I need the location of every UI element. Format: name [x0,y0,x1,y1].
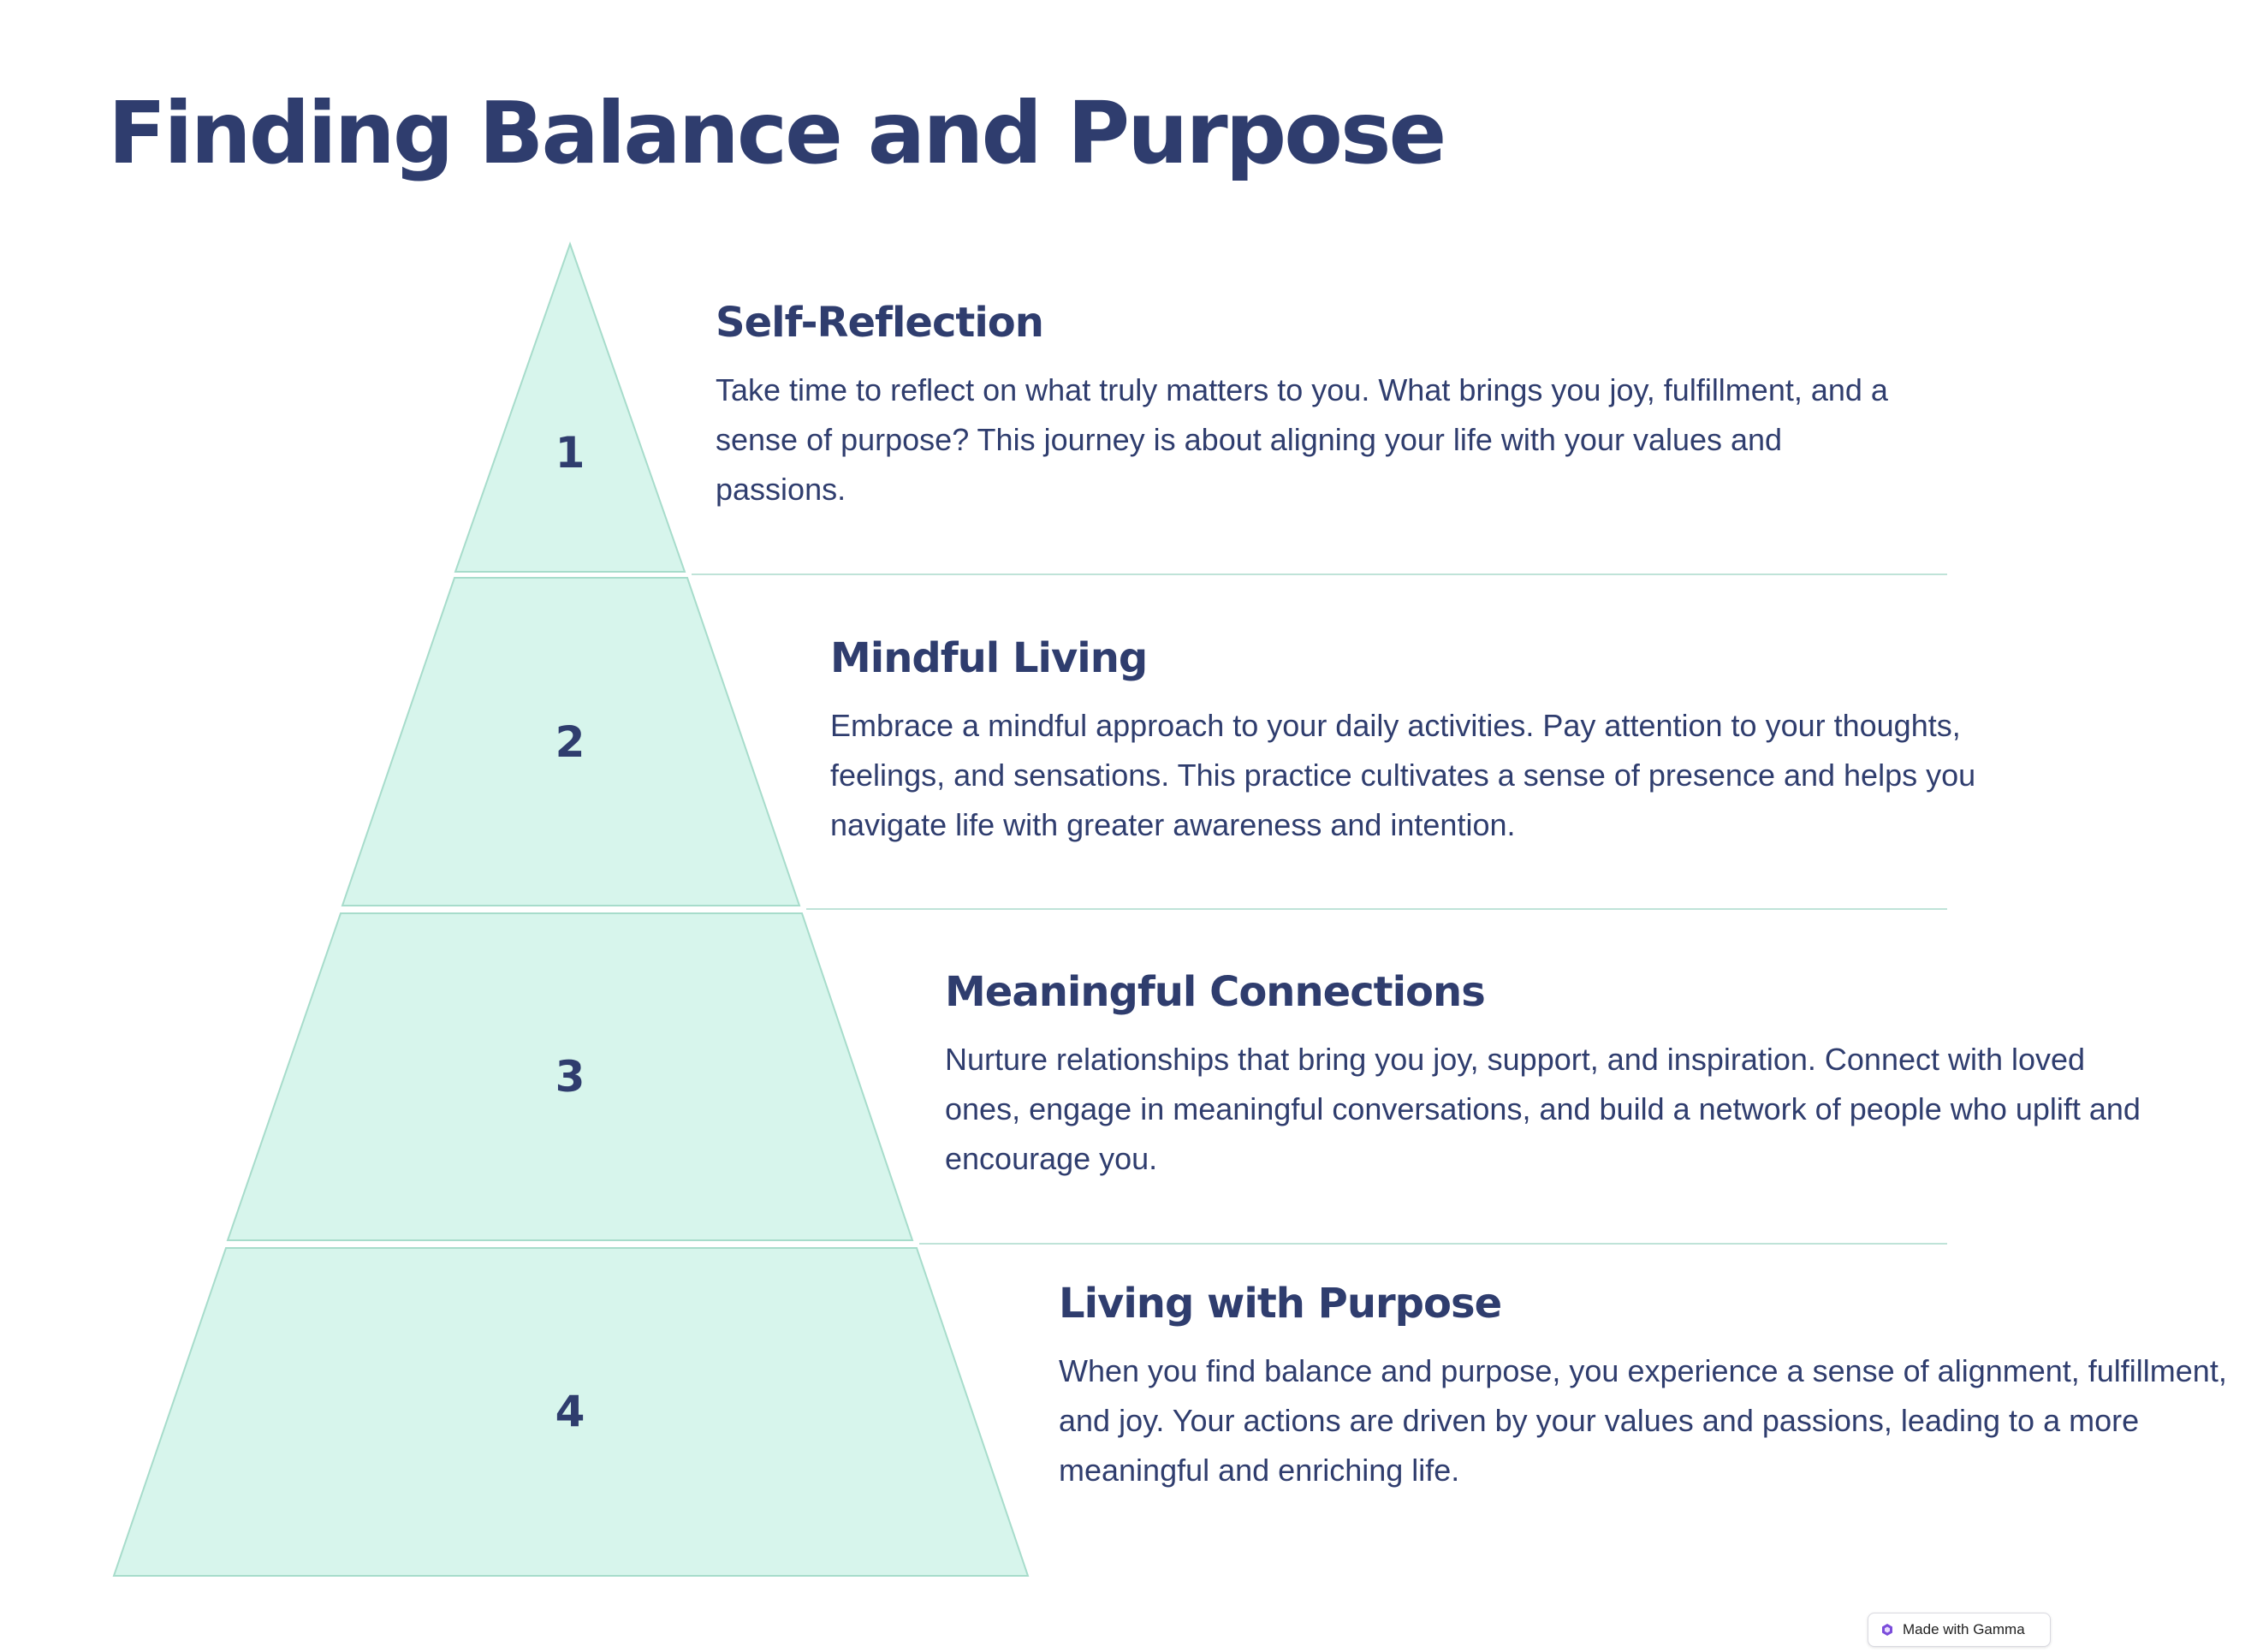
tier-3-content [945,966,2143,1184]
gamma-logo-icon [1880,1623,1894,1637]
tier-3-heading: Meaningful Connections [945,968,1485,1016]
tier-1-heading: Self-Reflection [716,299,1043,347]
badge-label: Made with Gamma [1903,1621,2025,1637]
tier-4-heading: Living with Purpose [1059,1280,1502,1328]
tier-number-1: 1 [555,428,585,478]
tier-number-2: 2 [555,717,585,767]
tier-4-content [1059,1278,2257,1495]
tier-2-body: Embrace a mindful approach to your daily activities. Pay attention to your thoughts, feelings, and sensations. This practice cultivates a sense of presence and helps you navigate life with greater awareness and intention. [830,708,1976,842]
tier-number-4: 4 [555,1387,585,1436]
tier-number-3: 3 [555,1052,585,1102]
tier-4-body: When you find balance and purpose, you experience a sense of alignment, fulfillment, and joy. Your actions are driven by your values and passions, leading to a more meaningful and enriching life. [1059,1353,2227,1488]
made-with-gamma-badge[interactable] [1868,1613,2051,1647]
page-title: Finding Balance and Purpose [108,83,1445,183]
tier-2-content [830,633,2028,850]
tier-1-body: Take time to reflect on what truly matters to you. What brings you joy, fulfillment, and a sense of purpose? This journey is about aligning your life with your values and passions. [716,372,1888,507]
tier-3-body: Nurture relationships that bring you joy, support, and inspiration. Connect with loved ones, engage in meaningful conversations, and build a network of people who uplift and encourage you. [945,1042,2141,1176]
tier-2-heading: Mindful Living [830,634,1148,682]
tier-1-content [716,297,1914,514]
pyramid-tier-1 [455,244,685,572]
